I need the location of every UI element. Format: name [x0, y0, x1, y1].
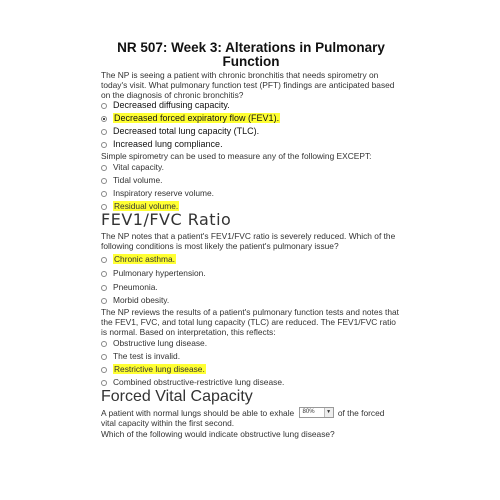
q3-option-3[interactable]: Pneumonia.	[101, 282, 158, 293]
chevron-down-icon: ▼	[324, 408, 333, 417]
q4-option-2[interactable]: The test is invalid.	[101, 351, 180, 362]
radio-button[interactable]	[101, 367, 107, 373]
radio-button-selected[interactable]	[101, 116, 107, 122]
radio-button[interactable]	[101, 380, 107, 386]
section-heading-fvc: Forced Vital Capacity	[101, 388, 253, 405]
radio-button[interactable]	[101, 298, 107, 304]
radio-button[interactable]	[101, 165, 107, 171]
q1-option-4[interactable]: Increased lung compliance.	[101, 139, 223, 150]
q3-option-4[interactable]: Morbid obesity.	[101, 295, 169, 306]
q4-option-1[interactable]: Obstructive lung disease.	[101, 338, 207, 349]
radio-button[interactable]	[101, 191, 107, 197]
q1-option-1[interactable]: Decreased diffusing capacity.	[101, 100, 230, 111]
q2-option-1[interactable]: Vital capacity.	[101, 162, 164, 173]
highlighted-answer: Residual volume.	[114, 201, 179, 211]
question-4-prompt: The NP reviews the results of a patient's pulmonary function tests and notes that the FEV1, FVC, and total lung capacity (TLC) are reduced. The FEV1/FVC ratio is normal. Based on interpretation, this reflects:	[101, 307, 399, 337]
page-title: NR 507: Week 3: Alterations in Pulmonary Function	[117, 40, 385, 69]
section-heading-fev1-fvc: FEV1/FVC Ratio	[101, 210, 232, 229]
radio-button[interactable]	[101, 354, 107, 360]
radio-button[interactable]	[101, 285, 107, 291]
q1-option-2[interactable]	[101, 113, 280, 124]
highlighted-answer: Decreased forced expiratory flow (FEV1).	[114, 113, 280, 123]
q3-option-1[interactable]	[101, 254, 176, 265]
highlighted-answer: Restrictive lung disease.	[114, 364, 205, 374]
q2-option-2[interactable]: Tidal volume.	[101, 175, 163, 186]
question-5-text: A patient with normal lungs should be able to exhale 80% ▼ of the forced vital capacity within the first second.	[101, 408, 385, 428]
radio-button[interactable]	[101, 142, 107, 148]
radio-button[interactable]	[101, 103, 107, 109]
radio-button[interactable]	[101, 341, 107, 347]
q4-option-4[interactable]: Combined obstructive-restrictive lung disease.	[101, 377, 284, 388]
question-6-prompt: Which of the following would indicate obstructive lung disease?	[101, 429, 335, 439]
q1-option-3[interactable]: Decreased total lung capacity (TLC).	[101, 126, 259, 137]
highlighted-answer: Chronic asthma.	[114, 254, 175, 264]
question-1-prompt: The NP is seeing a patient with chronic bronchitis that needs spirometry on today's visit. What pulmonary function test (PFT) findings are anticipated based on the diagnosis of chronic bronchitis?	[101, 70, 395, 100]
radio-button[interactable]	[101, 178, 107, 184]
question-3-prompt: The NP notes that a patient's FEV1/FVC ratio is severely reduced. Which of the following conditions is most likely the patient's pulmonary issue?	[101, 231, 396, 251]
q3-option-2[interactable]: Pulmonary hypertension.	[101, 268, 206, 279]
q4-option-3[interactable]	[101, 364, 206, 375]
percent-dropdown[interactable]: 80% ▼	[299, 407, 334, 418]
radio-button[interactable]	[101, 257, 107, 263]
radio-button[interactable]	[101, 129, 107, 135]
radio-button[interactable]	[101, 271, 107, 277]
q2-option-3[interactable]: Inspiratory reserve volume.	[101, 188, 214, 199]
question-2-prompt: Simple spirometry can be used to measure any of the following EXCEPT:	[101, 151, 372, 161]
